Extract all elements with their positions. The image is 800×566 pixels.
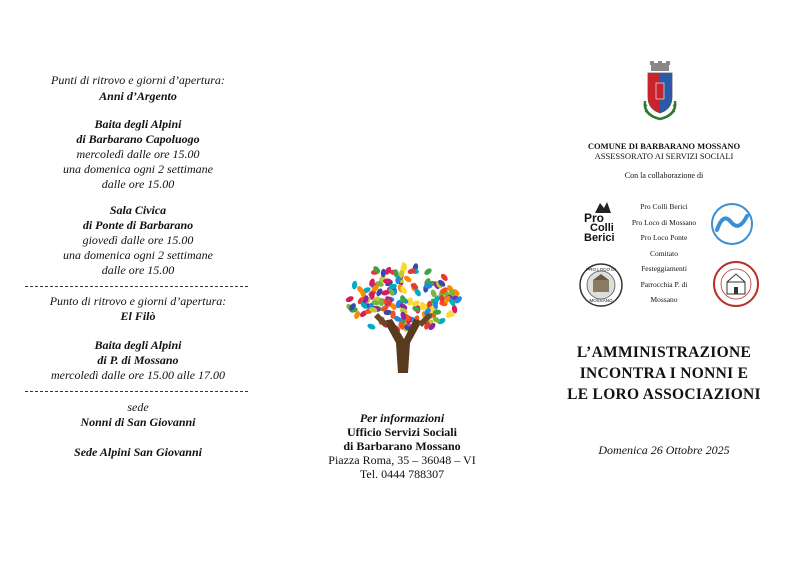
partner-item: Pro Colli Berici (640, 202, 688, 211)
block2-place-line2: di P. di Mossano (97, 353, 179, 367)
place2-line5: dalle ore 15.00 (101, 263, 175, 277)
info-heading: Per informazioni (359, 411, 445, 425)
place1-line4: una domenica ogni 2 settimane (63, 162, 213, 176)
assessorato: ASSESSORATO AI SERVIZI SOCIALI (594, 151, 734, 161)
partners-list (620, 201, 708, 306)
right-panel (528, 0, 800, 566)
event-title-line2: INCONTRA I NONNI E (579, 365, 749, 382)
middle-panel (276, 0, 528, 566)
place1-line1: Baita degli Alpini (94, 117, 182, 131)
pro-loco-mossano-logo: PRO LOCO DI MOSSANO (578, 262, 624, 308)
pzle-icon (709, 202, 755, 246)
block3-place: Sede Alpini San Giovanni (74, 445, 202, 459)
partner-item: Mossano (650, 295, 678, 304)
event-date: Domenica 26 Ottobre 2025 (598, 443, 730, 457)
municipal-crest-icon (641, 61, 679, 123)
block2-place-line1: Baita degli Alpini (94, 338, 182, 352)
pzle-logo (709, 202, 755, 246)
hand-leaf (352, 281, 358, 290)
address: Piazza Roma, 35 – 36048 – VI (328, 453, 476, 467)
place1-line3: mercoledì dalle ore 15.00 (76, 147, 200, 161)
block1-heading: Punti di ritrovo e giorni d’apertura: (51, 73, 225, 87)
pro-colli-berici-logo: Pro Colli Berici (582, 198, 618, 250)
partner-item: Parrocchia P. di (640, 279, 688, 289)
divider-2 (25, 391, 248, 392)
block3-label: sede (127, 400, 149, 414)
hands-tree-illustration (344, 261, 462, 377)
office-line2: di Barbarano Mossano (343, 439, 461, 453)
place1-line5: dalle ore 15.00 (101, 177, 175, 191)
hand-leaf (423, 267, 433, 276)
place2-line2: di Ponte di Barbarano (82, 218, 194, 232)
collaboration-label: Con la collaborazione di (624, 171, 704, 180)
comitato-seal-icon (711, 260, 761, 308)
place2-line3: giovedì dalle ore 15.00 (82, 233, 194, 247)
partner-item: Pro Loco di Mossano (631, 217, 697, 227)
hand-leaf (403, 274, 413, 283)
block2-title: El Filò (120, 309, 156, 323)
place2-line1: Sala Civica (109, 203, 167, 217)
partner-item: Festeggiamenti (641, 264, 687, 273)
place2-line4: una domenica ogni 2 settimane (63, 248, 213, 262)
phone: Tel. 0444 788307 (359, 467, 445, 481)
place1-line2: di Barbarano Capoluogo (76, 132, 200, 146)
comitato-festeggiamenti-logo (711, 260, 761, 308)
partner-item: Pro Loco Ponte (640, 233, 688, 242)
block1-title: Anni d’Argento (99, 89, 177, 103)
event-title-line3: LE LORO ASSOCIAZIONI (567, 386, 761, 403)
partner-item: Comitato (650, 248, 678, 258)
office-line1: Ufficio Servizi Sociali (347, 425, 457, 439)
left-panel (0, 0, 276, 566)
hand-leaf (345, 295, 355, 303)
divider-1 (25, 286, 248, 287)
block3-title: Nonni di San Giovanni (80, 415, 196, 429)
block2-heading: Punto di ritrovo e giorni d’apertura: (49, 294, 227, 308)
event-title-line1: L’AMMINISTRAZIONE (576, 344, 752, 361)
hand-leaf (367, 323, 377, 331)
comune-name: COMUNE DI BARBARANO MOSSANO (587, 141, 741, 151)
block2-place-line3: mercoledì dalle ore 15.00 alle 17.00 (50, 368, 226, 382)
